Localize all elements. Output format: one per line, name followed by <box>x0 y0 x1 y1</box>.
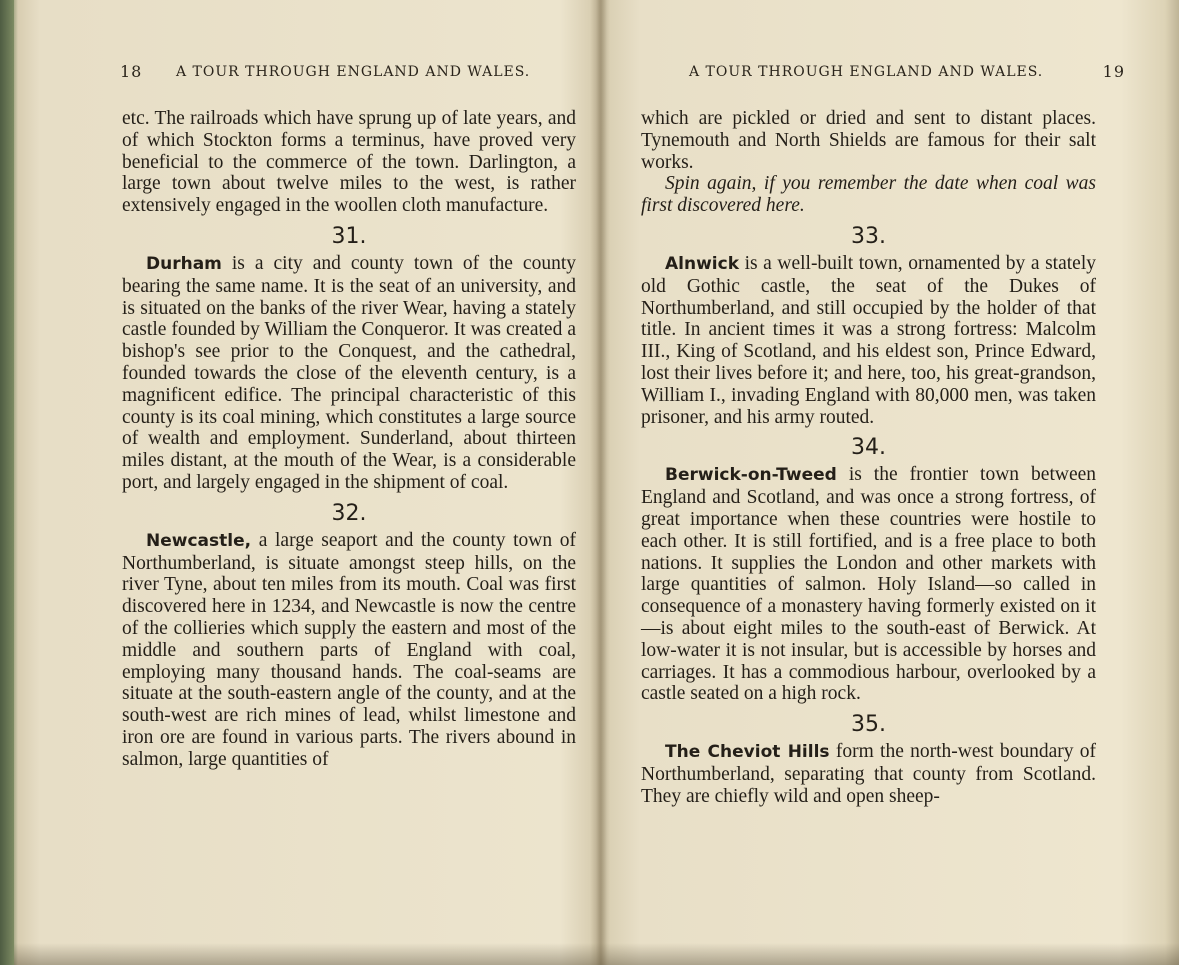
section-text: form the north-west boundary of Northumberland, separating that county from Scotland. They are chiefly wild and open sheep- <box>641 741 1096 807</box>
opening-paragraph: etc. The railroads which have sprung up of late years, and of which Stockton forms a terminus, have proved very beneficial to the commerce of the town. Darlington, a large town about twelve miles to the west, is rather extensively engaged in the woollen cloth manufacture. <box>122 108 576 217</box>
right-page-body <box>641 108 1096 808</box>
page-number: 18 <box>120 62 143 81</box>
section-paragraph <box>641 741 1096 807</box>
running-title: A TOUR THROUGH ENGLAND AND WALES. <box>689 64 1044 80</box>
section-paragraph <box>122 530 576 771</box>
section-paragraph <box>641 464 1096 705</box>
section-paragraph <box>641 253 1096 428</box>
section-heading: Alnwick <box>665 253 740 274</box>
game-instruction: Spin again, if you remember the date when coal was first discovered here. <box>641 173 1096 217</box>
page-number: 19 <box>1102 62 1125 81</box>
section-number: 33. <box>851 223 886 249</box>
section-heading: Berwick-on-Tweed <box>665 465 837 486</box>
opening-paragraph: which are pickled or dried and sent to distant places. Tynemouth and North Shields are famous for their salt works. <box>641 108 1096 173</box>
section-heading: The Cheviot Hills <box>665 742 830 763</box>
left-page-body <box>122 108 576 771</box>
section-text: is the frontier town between England and Scotland, and was once a strong fortress, of great importance when these countries were hostile to each other. It is still fortified, and is a free place to both nations. It supplies the London and other markets with large quantities of salmon. Holy Island—so called in consequence of a monastery having formerly existed on it—is about eight miles to the south-east of Berwick. At low-water it is not insular, but is accessible by horses and carriages. It has a commodious harbour, overlooked by a castle seated on a high rock. <box>641 464 1096 705</box>
section-text: is a well-built town, ornamented by a stately old Gothic castle, the seat of the Dukes of Northumberland, and still occupied by the holder of that title. In ancient times it was a strong fortress: Malcolm III., King of Scotland, and his eldest son, Prince Edward, lost their lives before it; and here, too, his great-grandson, William I., invading England with 80,000 men, was taken prisoner, and his army routed. <box>641 252 1096 428</box>
section-number: 31. <box>331 223 367 249</box>
running-title: A TOUR THROUGH ENGLAND AND WALES. <box>176 64 531 80</box>
section-text: a large seaport and the county town of Northumberland, is situate amongst steep hills, on the river Tyne, about ten miles from its mouth. Coal was first discovered here in 1234, and Newcastle is now the centre of the collieries which supply the eastern and most of the middle and southern parts of England with coal, employing many thousand hands. The coal-seams are situate at the south-eastern angle of the county, and at the south-west are rich mines of lead, whilst limestone and iron ore are found in various parts. The rivers abound in salmon, large quantities of <box>122 529 576 770</box>
section-heading: Newcastle, <box>146 530 252 551</box>
section-number: 32. <box>331 500 367 526</box>
section-number: 35. <box>851 712 886 738</box>
section-number: 34. <box>851 435 886 461</box>
right-page <box>601 0 1179 965</box>
section-heading: Durham <box>146 253 222 274</box>
section-paragraph <box>122 253 576 494</box>
section-text: is a city and county town of the county bearing the same name. It is the seat of an university, and is situated on the banks of the river Wear, having a stately castle founded by William the Conqueror. It was created a bishop's see prior to the Conquest, and the cathedral, founded towards the close of the eleventh century, is a magnificent edifice. The principal characteristic of this county is its coal mining, which constitutes a large source of wealth and employment. Sunderland, about thirteen miles distant, at the mouth of the Wear, is a considerable port, and largely engaged in the shipment of coal. <box>122 252 576 493</box>
